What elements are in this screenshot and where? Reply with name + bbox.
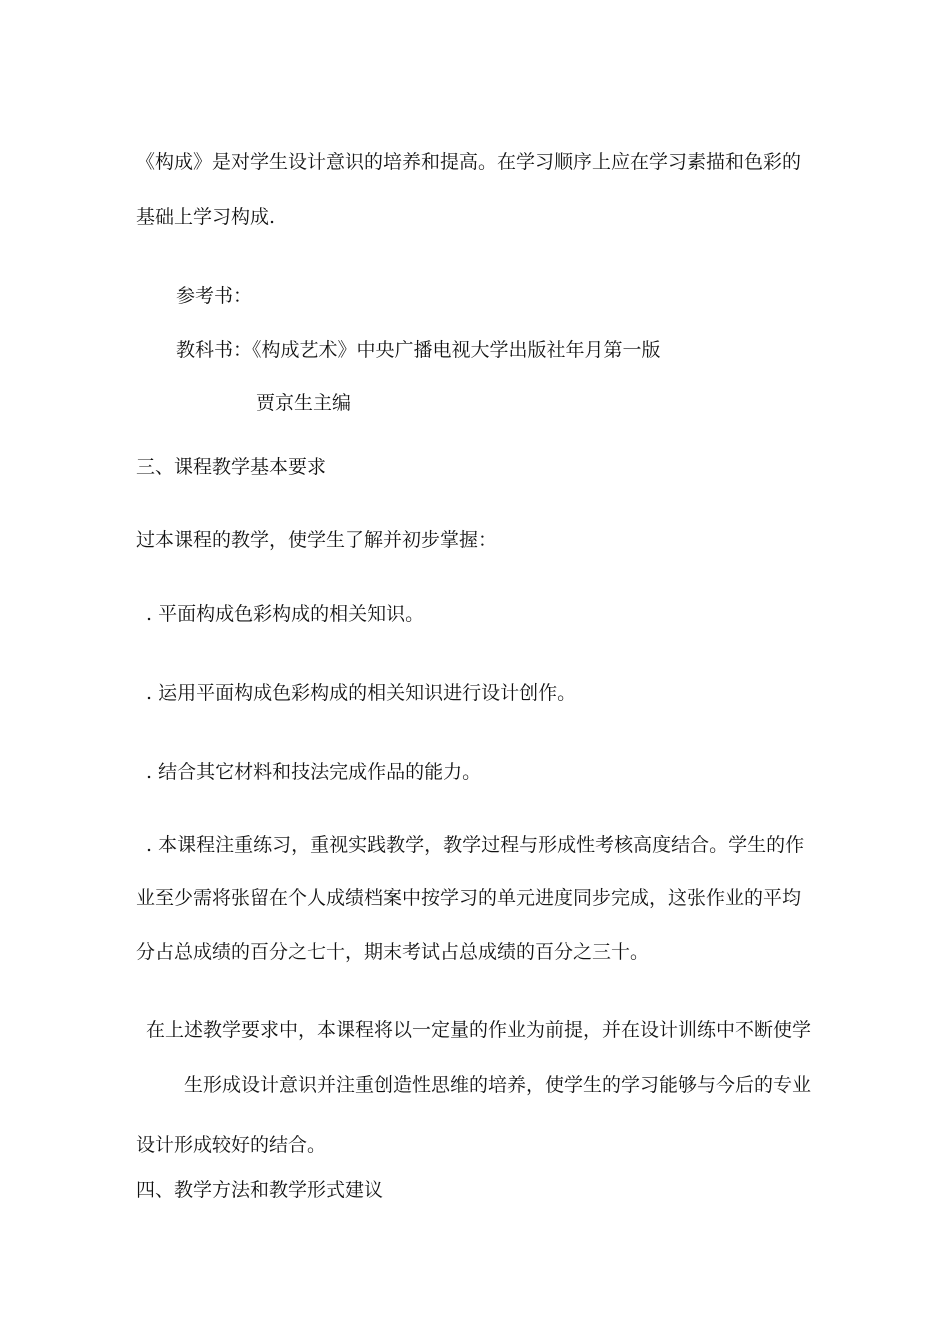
practice-line-1: . 本课程注重练习，重视实践教学，教学过程与形成性考核高度结合。学生的作 [146,834,805,856]
section-3-heading: 三、课程教学基本要求 [136,456,327,478]
intro-line-1: 《构成》是对学生设计意识的培养和提高。在学习顺序上应在学习素描和色彩的 [136,151,802,173]
summary-line-1: 在上述教学要求中，本课程将以一定量的作业为前提，并在设计训练中不断使学 [146,1019,812,1041]
requirement-item-1: . 平面构成色彩构成的相关知识。 [146,603,425,625]
practice-line-2: 业至少需将张留在个人成绩档案中按学习的单元进度同步完成，这张作业的平均 [136,887,802,909]
summary-line-3: 设计形成较好的结合。 [136,1134,327,1156]
summary-line-2: 生形成设计意识并注重创造性思维的培养，使学生的学习能够与今后的专业 [184,1074,812,1096]
requirement-item-2: . 运用平面构成色彩构成的相关知识进行设计创作。 [146,682,577,704]
references-editor: 贾京生主编 [256,392,352,414]
intro-line-2: 基础上学习构成. [136,206,276,228]
practice-line-3: 分占总成绩的百分之七十，期末考试占总成绩的百分之三十。 [136,941,650,963]
requirement-item-3: . 结合其它材料和技法完成作品的能力。 [146,761,482,783]
section-3-lead: 过本课程的教学，使学生了解并初步掌握： [136,529,498,551]
section-4-heading: 四、教学方法和教学形式建议 [136,1179,384,1201]
references-textbook: 教科书：《构成艺术》中央广播电视大学出版社年月第一版 [176,339,661,361]
references-label: 参考书： [176,285,253,307]
